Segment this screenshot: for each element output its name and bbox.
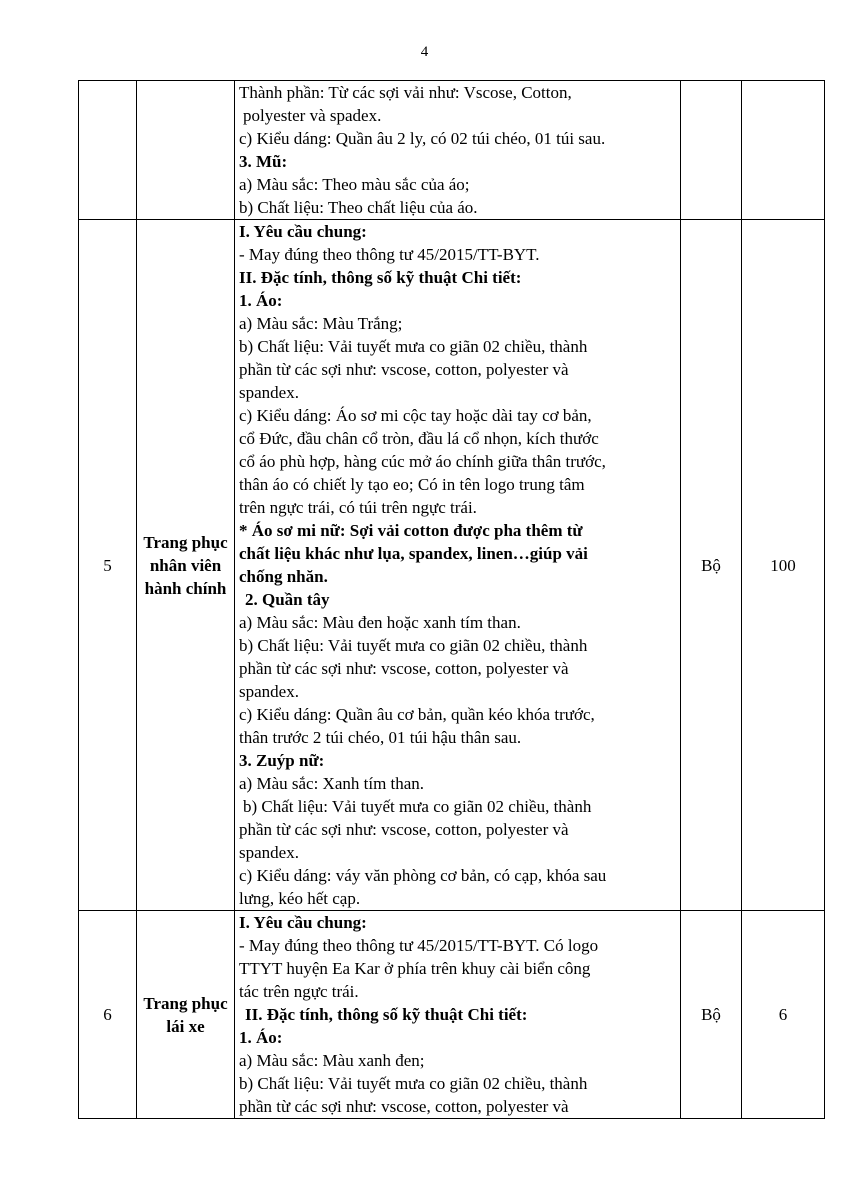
section-heading: 1. Áo: bbox=[239, 1028, 283, 1047]
description-line: spandex. bbox=[239, 843, 299, 862]
unit-cell: Bộ bbox=[681, 911, 742, 1119]
item-name-cell: Trang phục lái xe bbox=[137, 911, 235, 1119]
highlight-line: chất liệu khác như lụa, spandex, linen…giúp vải bbox=[239, 544, 588, 563]
description-line: phần từ các sợi như: vscose, cotton, polyester và bbox=[239, 360, 569, 379]
description-line: b) Chất liệu: Vải tuyết mưa co giãn 02 chiều, thành bbox=[243, 797, 592, 816]
description-line: lưng, kéo hết cạp. bbox=[239, 889, 361, 908]
description-line: TTYT huyện Ea Kar ở phía trên khuy cài biển công bbox=[239, 959, 591, 978]
section-heading: II. Đặc tính, thông số kỹ thuật Chi tiết: bbox=[239, 268, 522, 287]
description-line: thân áo có chiết ly tạo eo; Có in tên logo trung tâm bbox=[239, 475, 585, 494]
quantity-cell: 6 bbox=[742, 911, 825, 1119]
description-line: b) Chất liệu: Theo chất liệu của áo. bbox=[239, 198, 478, 217]
section-heading: I. Yêu cầu chung: bbox=[239, 913, 367, 932]
description-line: c) Kiểu dáng: váy văn phòng cơ bản, có cạp, khóa sau bbox=[239, 866, 607, 885]
description-line: b) Chất liệu: Vải tuyết mưa co giãn 02 chiều, thành bbox=[239, 1074, 588, 1093]
section-heading: II. Đặc tính, thông số kỹ thuật Chi tiết: bbox=[245, 1005, 528, 1024]
description-line: c) Kiểu dáng: Áo sơ mi cộc tay hoặc dài tay cơ bản, bbox=[239, 406, 592, 425]
description-line: Thành phần: Từ các sợi vải như: Vscose, Cotton, bbox=[239, 83, 572, 102]
description-line: a) Màu sắc: Xanh tím than. bbox=[239, 774, 425, 793]
description-line: c) Kiểu dáng: Quần âu cơ bản, quần kéo khóa trước, bbox=[239, 705, 595, 724]
highlight-line: * Áo sơ mi nữ: Sợi vải cotton được pha thêm từ bbox=[239, 521, 583, 540]
row-number-cell bbox=[79, 81, 137, 220]
description-line: tác trên ngực trái. bbox=[239, 982, 359, 1001]
description-line: a) Màu sắc: Theo màu sắc của áo; bbox=[239, 175, 470, 194]
section-heading: 2. Quần tây bbox=[245, 590, 330, 609]
description-cell bbox=[235, 911, 681, 1119]
section-heading: 3. Zuýp nữ: bbox=[239, 751, 325, 770]
table-row bbox=[79, 911, 825, 1119]
description-line: c) Kiểu dáng: Quần âu 2 ly, có 02 túi chéo, 01 túi sau. bbox=[239, 129, 606, 148]
description-line: thân trước 2 túi chéo, 01 túi hậu thân sau. bbox=[239, 728, 522, 747]
description-line: - May đúng theo thông tư 45/2015/TT-BYT. bbox=[239, 245, 540, 264]
description-line: cổ Đức, đầu chân cổ tròn, đầu lá cổ nhọn, kích thước bbox=[239, 429, 599, 448]
description-line: trên ngực trái, có túi trên ngực trái. bbox=[239, 498, 477, 517]
description-line: phần từ các sợi như: vscose, cotton, polyester và bbox=[239, 659, 569, 678]
description-line: cổ áo phù hợp, hàng cúc mở áo chính giữa thân trước, bbox=[239, 452, 606, 471]
description-line: polyester và spadex. bbox=[243, 106, 382, 125]
page-number: 4 bbox=[420, 44, 429, 60]
description-line: spandex. bbox=[239, 682, 299, 701]
unit-cell bbox=[681, 81, 742, 220]
description-line: phần từ các sợi như: vscose, cotton, polyester và bbox=[239, 1097, 569, 1116]
table-row bbox=[79, 81, 825, 220]
description-line: spandex. bbox=[239, 383, 299, 402]
quantity-cell bbox=[742, 81, 825, 220]
unit-cell: Bộ bbox=[681, 220, 742, 911]
highlight-line: chống nhăn. bbox=[239, 567, 328, 586]
description-line: a) Màu sắc: Màu Trắng; bbox=[239, 314, 403, 333]
description-line: b) Chất liệu: Vải tuyết mưa co giãn 02 chiều, thành bbox=[239, 636, 588, 655]
row-number-cell: 6 bbox=[79, 911, 137, 1119]
description-cell bbox=[235, 220, 681, 911]
table-row bbox=[79, 220, 825, 911]
quantity-cell: 100 bbox=[742, 220, 825, 911]
description-line: b) Chất liệu: Vải tuyết mưa co giãn 02 chiều, thành bbox=[239, 337, 588, 356]
description-line: a) Màu sắc: Màu đen hoặc xanh tím than. bbox=[239, 613, 521, 632]
specification-table bbox=[78, 80, 825, 1119]
section-heading: I. Yêu cầu chung: bbox=[239, 222, 367, 241]
section-heading: 1. Áo: bbox=[239, 291, 283, 310]
description-line: phần từ các sợi như: vscose, cotton, polyester và bbox=[239, 820, 569, 839]
item-name-cell: Trang phục nhân viên hành chính bbox=[137, 220, 235, 911]
description-line: - May đúng theo thông tư 45/2015/TT-BYT. Có logo bbox=[239, 936, 599, 955]
section-heading: 3. Mũ: bbox=[239, 152, 288, 171]
item-name-cell bbox=[137, 81, 235, 220]
description-cell bbox=[235, 81, 681, 220]
row-number-cell: 5 bbox=[79, 220, 137, 911]
description-line: a) Màu sắc: Màu xanh đen; bbox=[239, 1051, 425, 1070]
